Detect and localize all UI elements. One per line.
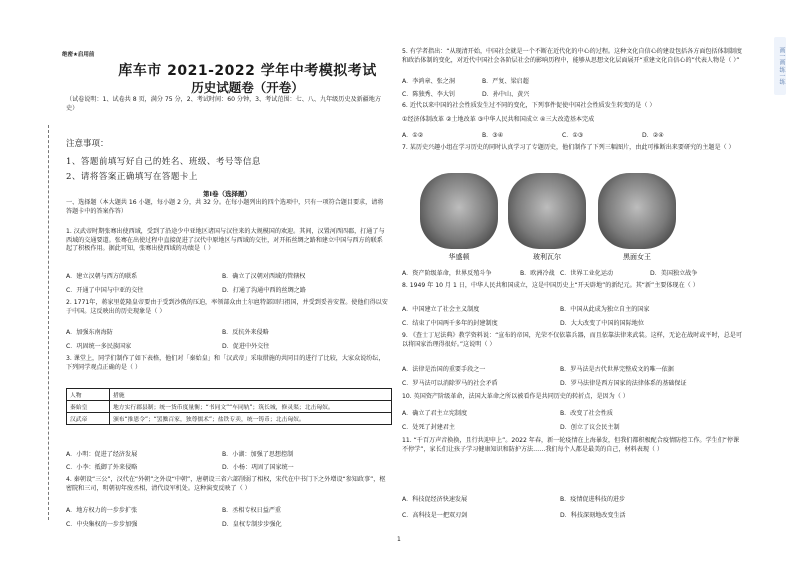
measures-table: [66, 388, 392, 425]
question-stem: 4. 秦朝设“三公”，汉代在“外朝”之外设“中朝”，唐朝设三省六部削弱了相权，宋代在中书门下之外增设“参知政事”，枢密院和三司，明朝初年废丞相，清代设军机处。这种演变反映了（ ）: [66, 476, 386, 492]
option: B．反抗外来侵略: [222, 329, 269, 336]
portrait-image: [598, 173, 676, 249]
portrait-image: [508, 173, 586, 249]
question-stem: 1. 汉武帝时期张骞出使西域，受到了沿途少中亚地区诸国与汉往来的大规模国的欢迎。其间，汉置河西四郡，打通了与西域的交通要道。张骞在出使过程中直接促进了汉代中原地区与西域的交往，对开拓丝绸之路和建立中国与西方的联系起了积极作用。据此可知，张骞出使西域的功绩是（ ）: [66, 228, 385, 253]
table-row: [67, 401, 392, 413]
option: D．②④: [642, 132, 664, 139]
option: D．孙中山、黄兴: [482, 91, 530, 98]
table-cell: 颁布“推恩令”；“罢黜百家，独尊儒术”；盐铁专卖，统一铸币；北击匈奴。: [110, 413, 392, 425]
option: B．确立了汉朝对西域的管辖权: [222, 273, 306, 280]
option: C．世界工业化运动: [560, 270, 614, 277]
option: D．皇权专制步步强化: [222, 521, 282, 528]
option: C．高科技是一把双刃剑: [402, 512, 468, 519]
portrait-image: [420, 173, 498, 249]
question-subitems: ①经济体制改革 ②土地改革 ③中华人民共和国成立 ④三大改造基本完成: [402, 116, 595, 123]
table-cell: 秦始皇: [67, 401, 110, 413]
section-intro: 一、选择题（本大题共 16 小题，每小题 2 分，共 32 分。在每小题列出的四个选项中，只有一项符合题目要求，请将答题卡中的答案作答）: [66, 199, 384, 215]
option: D．美国独立战争: [650, 270, 698, 277]
table-header-row: [67, 389, 392, 401]
option: A．加强东南海防: [66, 329, 113, 336]
portrait-caption: 华盛顿: [448, 253, 470, 261]
option: C．罗马法可以消除罗马的社会矛盾: [402, 380, 498, 387]
question-stem: 8. 1949 年 10 月 1 日，中华人民共和国成立，这是中国历史上“开天辟地”的新纪元。其“新”主要体现在（ ）: [402, 282, 699, 289]
option: D．促进中外交往: [222, 343, 270, 350]
option: C．小李：抵御了外来侵略: [66, 464, 138, 471]
question-stem: 7. 某历史兴趣小组在学习历史的同时认真学习了专题历史，他们制作了下列三幅图片，由此可推断出来要研究的主题是（ ）: [402, 144, 735, 151]
option: B．疫情促进科技的进步: [560, 496, 626, 503]
section-heading: 第Ⅰ卷（选择题）: [203, 190, 251, 198]
option: D．小杨：巩固了国家统一: [222, 464, 294, 471]
option: B．小湖：加强了思想控制: [222, 451, 294, 458]
option: C．结束了中国两千多年的封建制度: [402, 320, 498, 327]
table-header-cell: 人物: [67, 389, 110, 401]
portrait-caption: 黑面女王: [623, 253, 651, 261]
option: B．严复、梁启超: [482, 78, 529, 85]
option: A．法律是治国的重要手段之一: [402, 366, 486, 373]
notice-item: 1、答题前填写好自己的姓名、班级、考号等信息: [66, 157, 261, 167]
question-stem: 9. 《查士丁尼法典》教学资料说：“宣布的帝国，光荣不仅依靠兵器，而且依靠法律来武装。这样，无论在战时或平时，总是可以将国家治理得很好。”这说明（ ）: [402, 332, 742, 348]
exam-subtitle: 历史试题卷（开卷）: [191, 80, 304, 95]
option: A．小明：促进了经济发展: [66, 451, 138, 458]
option: D．大大改变了中国的国际地位: [560, 320, 644, 327]
option: A．建立汉朝与西方的联系: [66, 273, 138, 280]
option: B．丞相专权日益严重: [222, 507, 282, 514]
option: D．创立了议会民主制: [560, 424, 620, 431]
question-stem: 10. 英国资产阶级革命，法国大革命之所以被看作是共同历史的转折点，是因为（ ）: [402, 393, 629, 400]
notice-heading: 注意事项：: [66, 139, 109, 149]
option: A．中国建立了社会主义制度: [402, 306, 480, 313]
option: C．处死了封建君主: [402, 424, 456, 431]
question-stem: 5. 有学者指出：“从现清开始，中国社会就是一个不断在近代化的中心的过程。这种文化自信心的建设包括各方面包括体制制度和政治体制的变化，对近代中国社会各阶层社会的影响历程中，能够从思想文化层面展开“重建文化自信心的”代表人物是（ ）”: [402, 48, 742, 64]
secret-label: 绝密★启用前: [62, 52, 95, 58]
option: B．改变了社会性质: [560, 410, 613, 417]
option: D．打通了沟通中西的丝绸之路: [222, 287, 306, 294]
option: A．地方权力的一步步扩张: [66, 507, 138, 514]
option: C．中央集权的一步步加强: [66, 521, 138, 528]
exam-title: 库车市 2021-2022 学年中考模拟考试: [118, 63, 377, 79]
option: C．开通了中国与中亚的交往: [66, 287, 144, 294]
table-row: [67, 413, 392, 425]
binding-line: [48, 125, 55, 520]
exam-instructions: （试卷说明：1、试卷共 8 页，满分 75 分，2、考试时间：60 分钟，3、考试范围：七、八、九年级历史及新疆地方史）: [66, 96, 381, 112]
option: A．科技促经济快速发展: [402, 496, 468, 503]
option: C．陈独秀、李大钊: [402, 91, 456, 98]
option: D．科技深刻地改变生活: [560, 512, 626, 519]
option: A．确立了君主立宪制度: [402, 410, 468, 417]
option: A．李鸿章、张之洞: [402, 78, 455, 85]
portrait-caption: 玻利瓦尔: [533, 253, 561, 261]
table-cell: 地方实行郡县制；统一货币度量衡；“书同文”“车同轨”；筑长城，修灵渠；北击匈奴。: [110, 401, 392, 413]
table-header-cell: 措施: [110, 389, 392, 401]
option: A．资产阶级革命，世界反殖斗争: [402, 270, 492, 277]
option: B．③④: [482, 132, 504, 139]
option: C．巩固统一多民族国家: [66, 343, 132, 350]
question-stem: 6. 近代以来中国的社会性质发生过不同的变化，下列事件促使中国社会性质发生转变的是（ ）: [402, 102, 656, 109]
option: D．罗马法律是西方国家的法律体系的基础保证: [560, 380, 687, 387]
option: B．欧洲冷战: [520, 270, 555, 277]
notice-item: 2、请将答案正确填写在答题卡上: [66, 172, 198, 182]
side-badge[interactable]: 画一画 练一练: [774, 37, 786, 95]
page-number: 1: [397, 536, 401, 543]
table-cell: 汉武帝: [67, 413, 110, 425]
option: A．①②: [402, 132, 424, 139]
option: B．罗马法是古代世界完整成文的唯一依据: [560, 366, 674, 373]
option: B．中国从此成为独立自主的国家: [560, 306, 650, 313]
question-stem: 3. 课堂上，同学们制作了如下表格，他们对「秦始皇」和「汉武帝」采取措施的共同目的进行了比较，大家众说纷纭，下列同学观点正确的是（ ）: [66, 355, 385, 371]
question-stem: 2. 1771年，蒋家里乾隆皇帝要由于受到沙俄的压迫，率领部众由土尔扈特部回归祖国，并受到妥善安置。使他们得以安于中国。这反映出的历史现象是（ ）: [66, 299, 388, 315]
question-stem: 11. “千百万声音换换，且行共迎申上”。2022 年春，新一轮疫情在上海暴发，但我们都积极配合疫情防控工作。学生们“停课不停学”，家长们让孩子学习健康知识和防护方法……我们每个人都是最美的自己，材料表现（ ）: [402, 437, 740, 453]
option: C．①③: [562, 132, 584, 139]
